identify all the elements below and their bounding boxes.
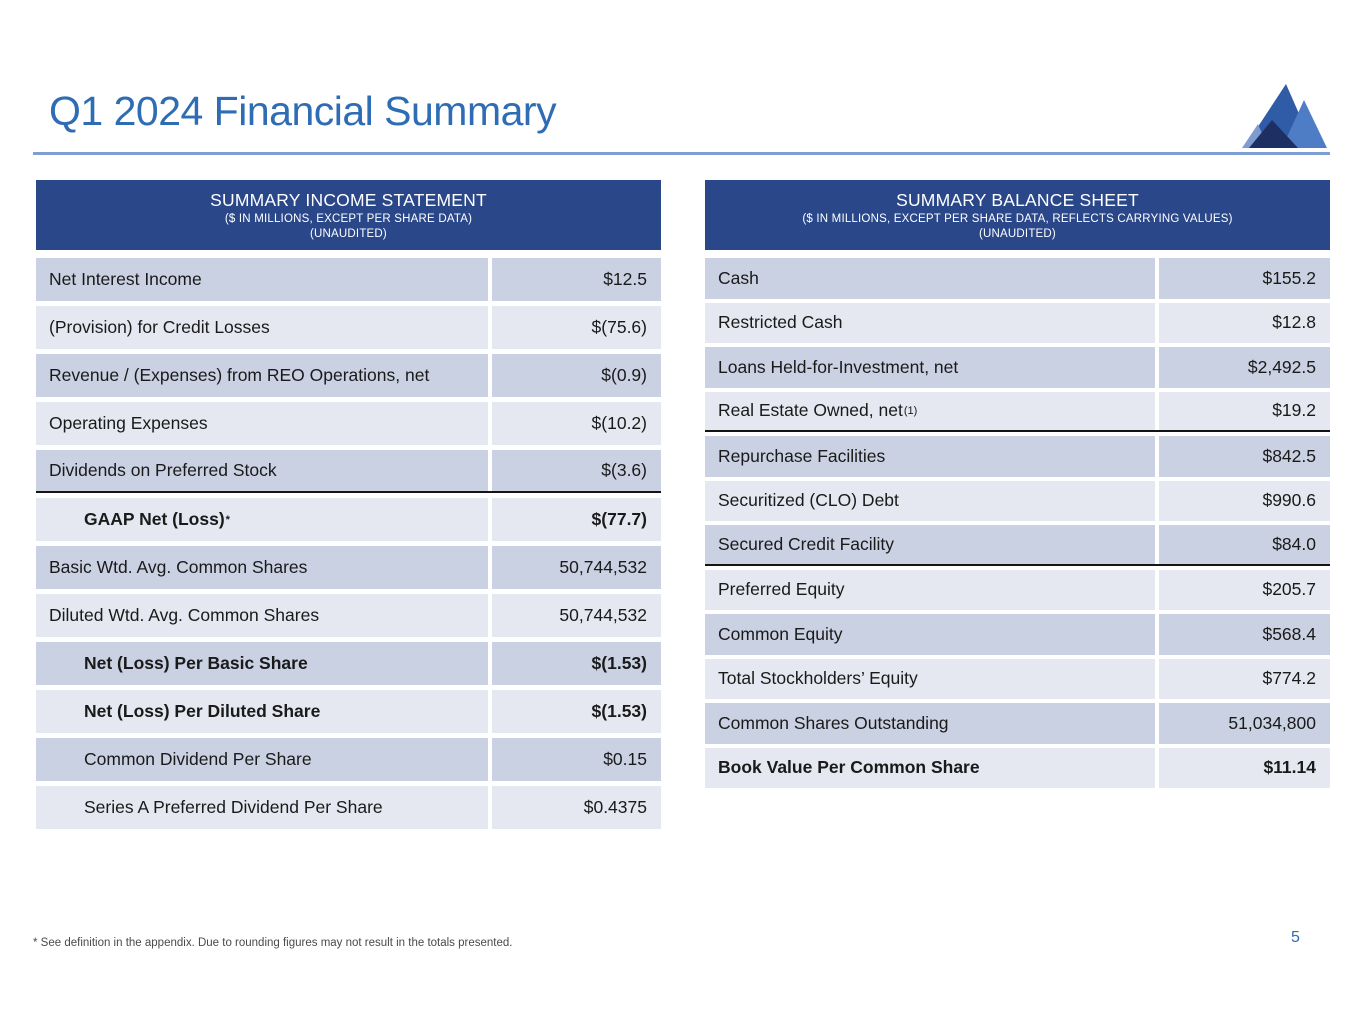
row-value: $774.2 xyxy=(1159,659,1330,700)
row-label-text: Repurchase Facilities xyxy=(718,445,886,466)
row-label: Real Estate Owned, net (1) xyxy=(705,392,1155,431)
table-row xyxy=(705,748,1330,789)
row-label-text: Operating Expenses xyxy=(49,413,208,433)
row-label-text: Common Shares Outstanding xyxy=(718,712,949,733)
table-row xyxy=(705,303,1330,344)
row-value: $155.2 xyxy=(1159,258,1330,299)
row-label xyxy=(705,703,1155,744)
row-value: $2,492.5 xyxy=(1159,347,1330,388)
table-row xyxy=(36,690,661,733)
row-label-text: Restricted Cash xyxy=(718,312,843,333)
table-row xyxy=(36,786,661,829)
footnote: * See definition in the appendix. Due to rounding figures may not result in the totals presented. xyxy=(33,937,513,949)
row-label-text: Loans Held-for-Investment, net xyxy=(718,356,959,377)
table-row xyxy=(705,481,1330,522)
row-value: $(10.2) xyxy=(492,402,661,445)
row-label-text: Book Value Per Common Share xyxy=(718,757,980,778)
row-label-text: Series A Preferred Dividend Per Share xyxy=(84,797,383,817)
table-row xyxy=(705,659,1330,700)
row-value: $0.4375 xyxy=(492,786,661,829)
row-label xyxy=(705,570,1155,611)
income-statement-unaudited-note: (UNAUDITED) xyxy=(310,228,387,240)
row-label xyxy=(705,525,1155,564)
row-label xyxy=(705,614,1155,655)
mountain-logo-icon xyxy=(1228,84,1333,148)
row-value: $(75.6) xyxy=(492,306,661,349)
row-label xyxy=(36,306,488,349)
row-value: $(77.7) xyxy=(492,498,661,541)
table-row xyxy=(705,436,1330,477)
row-value: 51,034,800 xyxy=(1159,703,1330,744)
row-label: GAAP Net (Loss) * xyxy=(36,498,488,541)
row-label-text: Net (Loss) Per Diluted Share xyxy=(84,701,321,721)
row-label-text: Dividends on Preferred Stock xyxy=(49,460,277,480)
balance-sheet-title: SUMMARY BALANCE SHEET xyxy=(896,190,1139,210)
row-value: $12.8 xyxy=(1159,303,1330,344)
table-row xyxy=(705,347,1330,388)
row-label xyxy=(36,546,488,589)
table-row xyxy=(36,594,661,637)
row-label xyxy=(36,258,488,301)
row-label xyxy=(36,402,488,445)
balance-sheet-rows xyxy=(705,258,1330,788)
page-title: Q1 2024 Financial Summary xyxy=(49,88,557,134)
row-label xyxy=(36,690,488,733)
income-statement-title: SUMMARY INCOME STATEMENT xyxy=(210,190,487,210)
row-label-text: Cash xyxy=(718,267,759,288)
row-label xyxy=(36,594,488,637)
row-label-text: Secured Credit Facility xyxy=(718,533,895,554)
row-label-text: (Provision) for Credit Losses xyxy=(49,317,270,337)
row-value: $19.2 xyxy=(1159,392,1330,431)
row-value: $568.4 xyxy=(1159,614,1330,655)
row-label xyxy=(705,748,1155,789)
row-value: $(1.53) xyxy=(492,690,661,733)
income-statement-table xyxy=(36,180,661,829)
table-row xyxy=(36,738,661,781)
row-label xyxy=(705,436,1155,477)
row-label-text: Common Equity xyxy=(718,623,843,644)
table-row xyxy=(36,546,661,589)
row-value: $0.15 xyxy=(492,738,661,781)
row-label-text: Basic Wtd. Avg. Common Shares xyxy=(49,557,308,577)
income-statement-header xyxy=(36,180,661,250)
row-label-text: Common Dividend Per Share xyxy=(84,749,312,769)
row-label-text: Net Interest Income xyxy=(49,269,202,289)
row-value: 50,744,532 xyxy=(492,546,661,589)
table-row xyxy=(36,402,661,445)
table-row xyxy=(36,450,661,493)
row-label xyxy=(36,354,488,397)
row-label xyxy=(705,303,1155,344)
balance-sheet-table xyxy=(705,180,1330,788)
row-value: $990.6 xyxy=(1159,481,1330,522)
row-label xyxy=(36,642,488,685)
row-label-text: Diluted Wtd. Avg. Common Shares xyxy=(49,605,320,625)
balance-sheet-subtitle: ($ IN MILLIONS, EXCEPT PER SHARE DATA, REFLECTS CARRYING VALUES) xyxy=(802,213,1233,225)
row-label xyxy=(705,481,1155,522)
row-value: $842.5 xyxy=(1159,436,1330,477)
row-value: $84.0 xyxy=(1159,525,1330,564)
table-row xyxy=(36,642,661,685)
row-value: $12.5 xyxy=(492,258,661,301)
page-number: 5 xyxy=(1291,929,1300,946)
income-statement-rows xyxy=(36,258,661,829)
row-label-text: Real Estate Owned, net xyxy=(718,400,903,421)
row-label xyxy=(705,347,1155,388)
table-row xyxy=(705,525,1330,566)
title-divider-rule xyxy=(33,152,1330,155)
table-row xyxy=(705,703,1330,744)
balance-sheet-header xyxy=(705,180,1330,250)
row-label xyxy=(36,450,488,491)
row-value: 50,744,532 xyxy=(492,594,661,637)
row-label xyxy=(36,738,488,781)
table-row xyxy=(705,570,1330,611)
row-label-text: Preferred Equity xyxy=(718,579,845,600)
row-label-text: Securitized (CLO) Debt xyxy=(718,490,899,511)
row-label-text: Total Stockholders’ Equity xyxy=(718,668,918,689)
table-row xyxy=(705,614,1330,655)
table-row xyxy=(36,498,661,541)
table-row xyxy=(36,306,661,349)
row-label-text: Net (Loss) Per Basic Share xyxy=(84,653,308,673)
row-label xyxy=(36,786,488,829)
row-value: $(1.53) xyxy=(492,642,661,685)
row-value: $205.7 xyxy=(1159,570,1330,611)
table-row xyxy=(36,258,661,301)
row-label xyxy=(705,258,1155,299)
balance-sheet-unaudited-note: (UNAUDITED) xyxy=(979,228,1056,240)
table-row xyxy=(705,258,1330,299)
row-label-text: GAAP Net (Loss) xyxy=(84,509,225,529)
row-value: $(3.6) xyxy=(492,450,661,491)
row-label-text: Revenue / (Expenses) from REO Operations, net xyxy=(49,365,430,385)
row-value: $(0.9) xyxy=(492,354,661,397)
row-value: $11.14 xyxy=(1159,748,1330,789)
table-row xyxy=(705,392,1330,433)
income-statement-subtitle: ($ IN MILLIONS, EXCEPT PER SHARE DATA) xyxy=(224,213,473,225)
table-row xyxy=(36,354,661,397)
row-label xyxy=(705,659,1155,700)
